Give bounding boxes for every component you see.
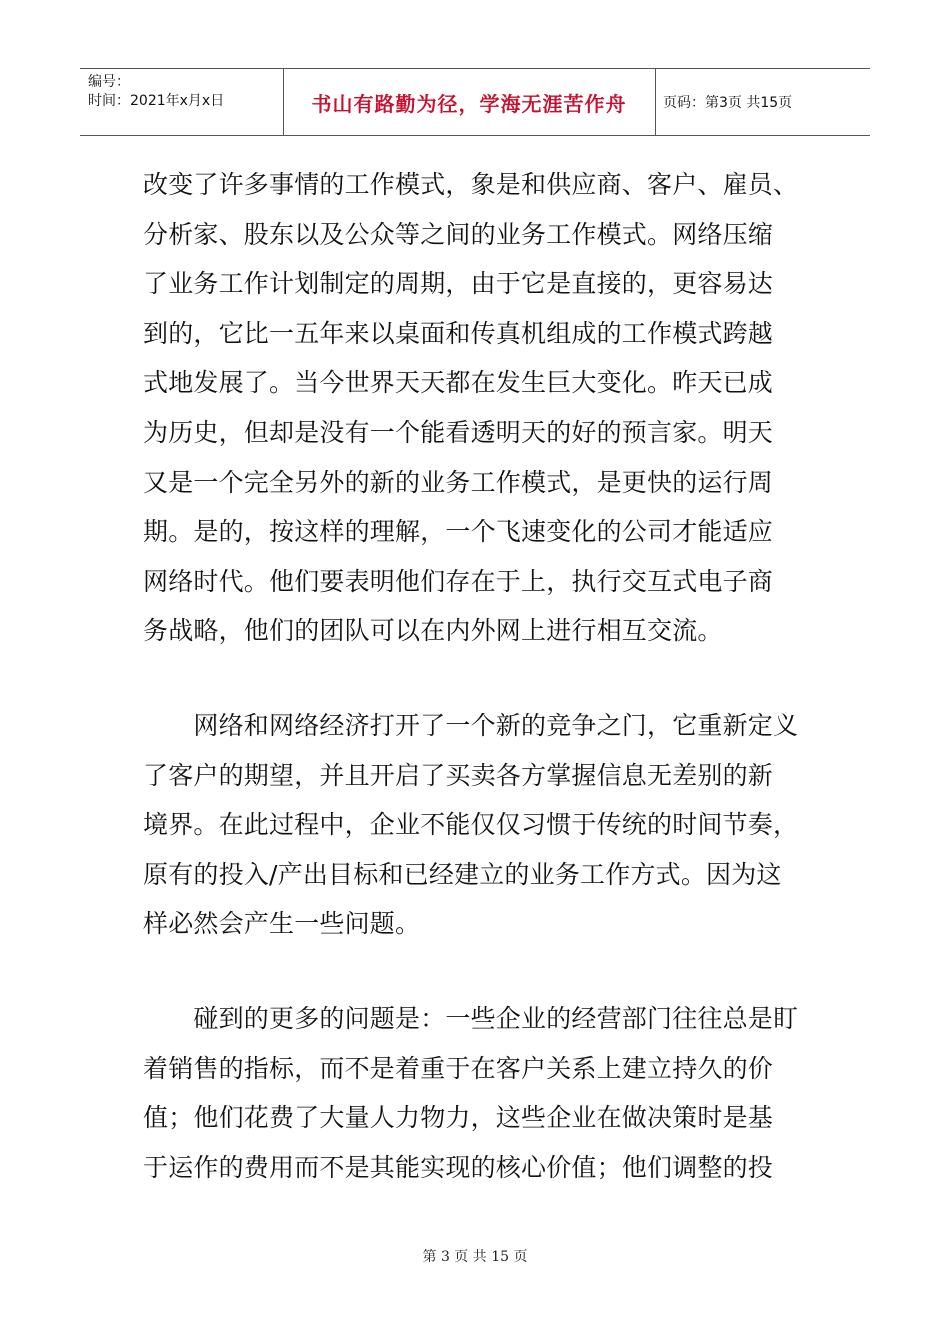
header-time-label: 时间：2021年x月x日 xyxy=(88,93,225,109)
header-meta xyxy=(88,73,283,111)
text-line: 又是一个完全另外的新的业务工作模式，是更快的运行周 xyxy=(143,467,774,497)
text-line: 期。是的，按这样的理解，一个飞速变化的公司才能适应 xyxy=(143,517,774,547)
paragraph-spacer xyxy=(143,949,813,994)
paragraph-1 xyxy=(143,160,813,656)
text-line: 了业务工作计划制定的周期，由于它是直接的，更容易达 xyxy=(143,269,774,299)
document-body xyxy=(143,160,813,1192)
header-number-label: 编号： xyxy=(88,74,130,90)
text-line: 了客户的期望，并且开启了买卖各方掌握信息无差别的新 xyxy=(143,760,774,790)
text-line: 于运作的费用而不是其能实现的核心价值；他们调整的投 xyxy=(143,1152,774,1182)
text-line: 碰到的更多的问题是：一些企业的经营部门往往总是盯 xyxy=(143,1003,799,1033)
text-line: 式地发展了。当今世界天天都在发生巨大变化。昨天已成 xyxy=(143,368,774,398)
paragraph-2 xyxy=(143,701,813,949)
paragraph-3 xyxy=(143,994,813,1192)
text-line: 网络时代。他们要表明他们存在于上，执行交互式电子商 xyxy=(143,566,774,596)
text-line: 着销售的指标，而不是着重于在客户关系上建立持久的价 xyxy=(143,1053,774,1083)
header-motto: 书山有路勤为径，学海无涯苦作舟 xyxy=(311,91,627,116)
text-line: 分析家、股东以及公众等之间的业务工作模式。网络压缩 xyxy=(143,219,774,249)
text-line: 为历史，但却是没有一个能看透明天的好的预言家。明天 xyxy=(143,417,774,447)
text-line: 原有的投入/产出目标和已经建立的业务工作方式。因为这 xyxy=(143,859,782,889)
paragraph-spacer xyxy=(143,656,813,701)
text-line: 到的，它比一五年来以桌面和传真机组成的工作模式跨越 xyxy=(143,318,774,348)
text-line: 务战略，他们的团队可以在内外网上进行相互交流。 xyxy=(143,616,723,646)
text-line: 网络和网络经济打开了一个新的竞争之门，它重新定义 xyxy=(143,710,799,740)
header-divider-right xyxy=(655,69,656,135)
page-footer: 第 3 页 共 15 页 xyxy=(422,1249,528,1265)
text-line: 值；他们花费了大量人力物力，这些企业在做决策时是基 xyxy=(143,1103,774,1133)
text-line: 样必然会产生一些问题。 xyxy=(143,909,421,939)
page-header xyxy=(80,68,870,136)
text-line: 境界。在此过程中，企业不能仅仅习惯于传统的时间节奏， xyxy=(143,810,799,840)
text-line: 改变了许多事情的工作模式，象是和供应商、客户、雇员、 xyxy=(143,170,799,199)
header-page-info: 页码：第3页 共15页 xyxy=(663,95,793,111)
